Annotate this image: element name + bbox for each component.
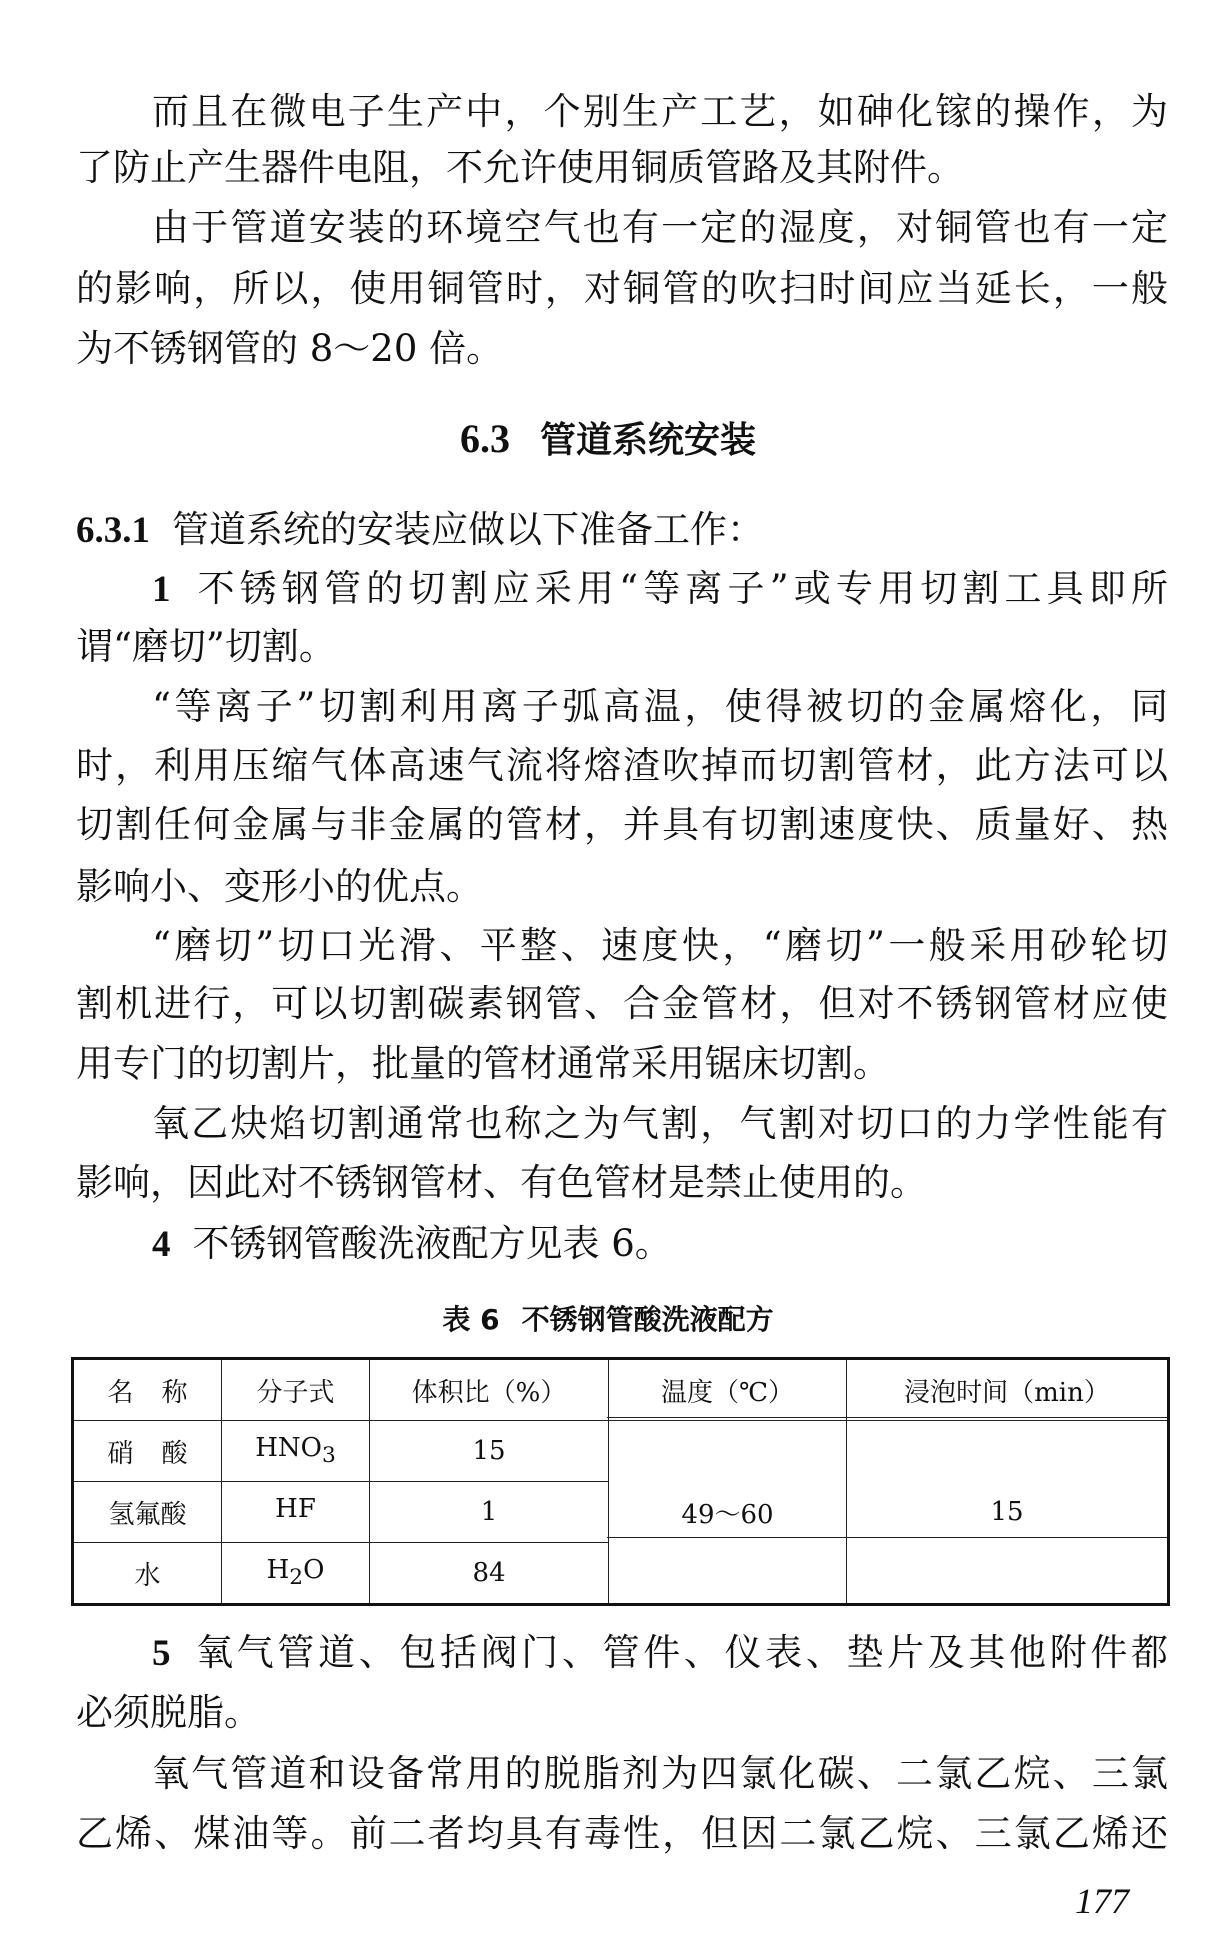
- cell-formula: HF: [222, 1482, 370, 1543]
- item-line: [152, 1628, 1168, 1678]
- item-number: 5: [152, 1633, 171, 1674]
- body-text-line: 乙烯、煤油等。前二者均具有毒性，但因二氯乙烷、三氯乙烯还: [76, 1812, 1168, 1855]
- body-text-line: 氧气管道和设备常用的脱脂剂为四氯化碳、二氯乙烷、三氯: [152, 1752, 1168, 1795]
- body-text-line: “磨切”切口光滑、平整、速度快，“磨切”一般采用砂轮切: [152, 924, 1168, 967]
- body-text-line: 为不锈钢管的 8～20 倍。: [76, 327, 504, 370]
- table-rule: [607, 1537, 1167, 1538]
- body-text-line: 时，利用压缩气体高速气流将熔渣吹掉而切割管材，此方法可以: [76, 744, 1168, 787]
- body-text-line: 用专门的切割片，批量的管材通常采用锯床切割。: [76, 1042, 890, 1085]
- body-text-line: 影响小、变形小的优点。: [76, 865, 483, 908]
- header-temperature: 温度（℃）: [609, 1359, 847, 1421]
- body-text-line: 影响，因此对不锈钢管材、有色管材是禁止使用的。: [76, 1161, 927, 1204]
- header-volume-ratio: 体积比（%）: [370, 1359, 609, 1421]
- body-text-line: 由于管道安装的环境空气也有一定的湿度，对铜管也有一定: [152, 206, 1168, 249]
- item-text: 不锈钢管的切割应采用“等离子”或专用切割工具即所: [192, 567, 1168, 610]
- cell-formula: $HNO_3$: [222, 1421, 370, 1482]
- cell-volume: 84: [370, 1543, 609, 1605]
- cell-volume: 15: [370, 1421, 609, 1482]
- cell-formula: $H_2O$: [222, 1543, 370, 1605]
- cell-name: 硝酸: [73, 1421, 222, 1482]
- section-heading: [0, 414, 1216, 464]
- body-text-line: 必须脱脂。: [76, 1691, 261, 1734]
- header-soak-time: 浸泡时间（min）: [847, 1359, 1169, 1421]
- item-line: [152, 1219, 1168, 1269]
- body-text-line: 谓“磨切”切割。: [76, 625, 336, 668]
- item-line: [152, 564, 1168, 614]
- body-text-line: 切割任何金属与非金属的管材，并具有切割速度快、质量好、热: [76, 803, 1168, 846]
- cell-name: 水: [73, 1543, 222, 1605]
- table-number: 表 6: [442, 1303, 500, 1336]
- clause-number: 6.3.1: [76, 510, 150, 551]
- cell-volume: 1: [370, 1482, 609, 1543]
- cell-name: 氢氟酸: [73, 1482, 222, 1543]
- table-title: 不锈钢管酸洗液配方: [521, 1303, 774, 1336]
- header-name: 名称: [73, 1359, 222, 1421]
- section-number: 6.3: [459, 416, 510, 461]
- table-caption: [0, 1300, 1216, 1340]
- body-text-line: 割机进行，可以切割碳素钢管、合金管材，但对不锈钢管材应使: [76, 982, 1168, 1025]
- clause-text: 管道系统的安装应做以下准备工作：: [172, 508, 764, 551]
- section-title: 管道系统安装: [539, 420, 756, 461]
- item-number: 1: [152, 569, 171, 610]
- item-number: 4: [152, 1224, 171, 1265]
- item-text: 氧气管道、包括阀门、管件、仪表、垫片及其他附件都: [192, 1631, 1168, 1674]
- body-text-line: “等离子”切割利用离子弧高温，使得被切的金属熔化，同: [152, 685, 1168, 728]
- pickling-solution-table: [71, 1357, 1170, 1606]
- table-header-row: [73, 1359, 1169, 1421]
- page-number: 177: [1075, 1881, 1129, 1921]
- cell-temperature: 49～60: [609, 1421, 847, 1605]
- cell-soak-time: 15: [847, 1421, 1169, 1605]
- table-rule: [607, 1417, 1167, 1418]
- body-text-line: 的影响，所以，使用铜管时，对铜管的吹扫时间应当延长，一般: [76, 267, 1168, 310]
- clause-line: [76, 505, 1168, 555]
- table-row: [73, 1421, 1169, 1482]
- header-formula: 分子式: [222, 1359, 370, 1421]
- body-text-line: 了防止产生器件电阻，不允许使用铜质管路及其附件。: [76, 146, 964, 189]
- body-text-line: 而且在微电子生产中，个别生产工艺，如砷化镓的操作，为: [152, 90, 1168, 133]
- item-text: 不锈钢管酸洗液配方见表 6。: [192, 1222, 672, 1265]
- body-text-line: 氧乙炔焰切割通常也称之为气割，气割对切口的力学性能有: [152, 1102, 1168, 1145]
